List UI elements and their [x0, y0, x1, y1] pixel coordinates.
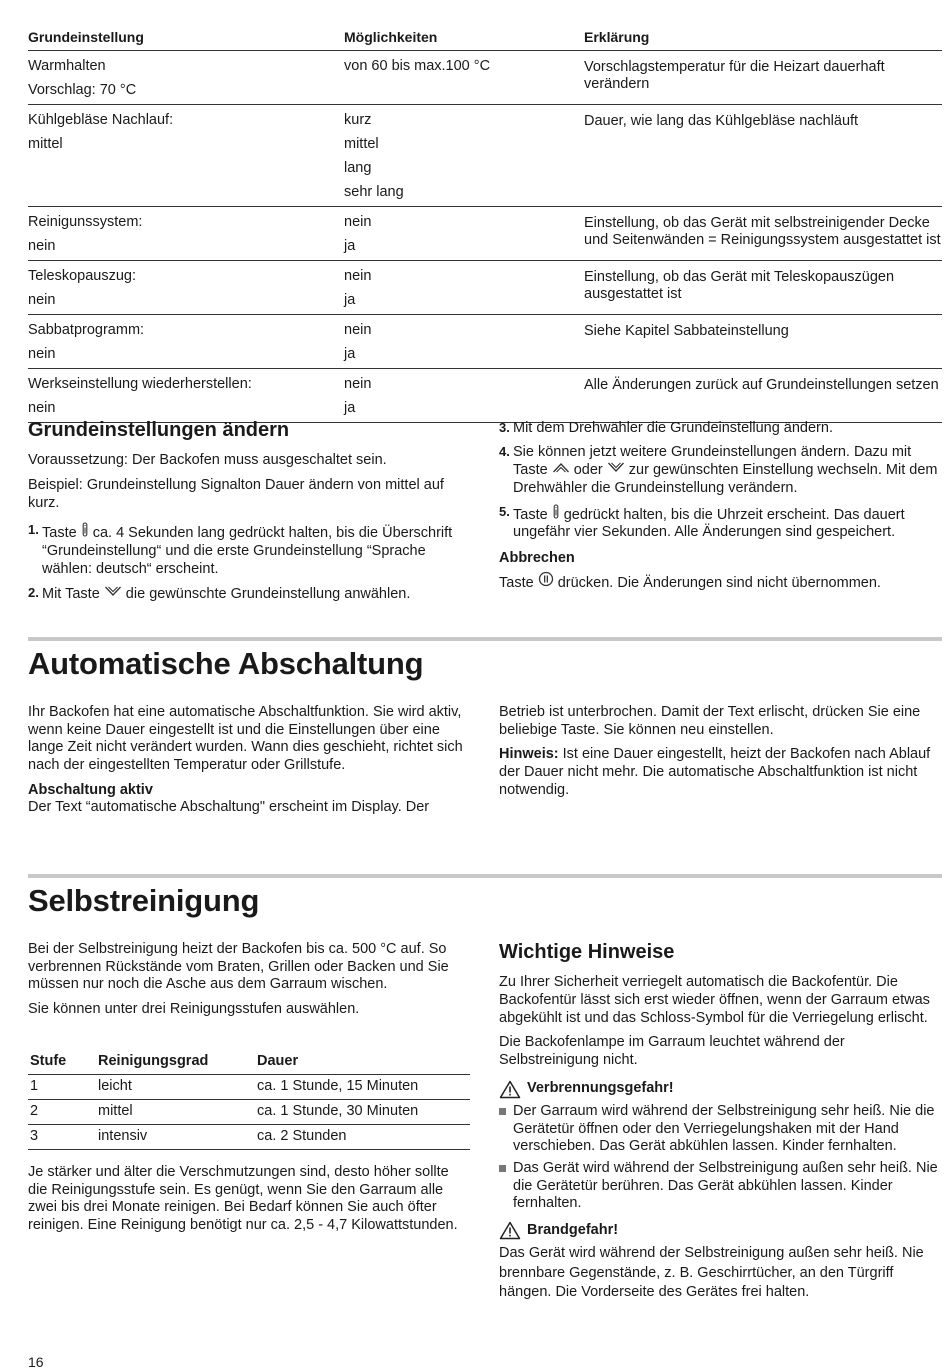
- explanation-cell: Einstellung, ob das Gerät mit Teleskopauszügen ausgestattet ist: [584, 269, 895, 302]
- options-cell: [344, 108, 584, 204]
- warning-burn: [499, 1080, 942, 1099]
- step-item: [499, 420, 942, 438]
- warning-fire-title: Brandgefahr!: [527, 1221, 619, 1238]
- auto-active-text: Der Text “automatische Abschaltung" erscheint im Display. Der: [28, 799, 430, 816]
- auto-intro: Ihr Backofen hat eine automatische Abschaltfunktion. Sie wird aktiv, wenn keine Dauer eingestellt ist und die Einstellungen über eine lange Zeit nicht verändert wurden. Wann dies geschieht, richtet sich nach der eingestellten Temperatur oder Grillstufe.: [28, 704, 463, 774]
- explanation-cell: Dauer, wie lang das Kühlgebläse nachläuft: [584, 113, 859, 129]
- auto-title: Automatische Abschaltung: [28, 646, 424, 681]
- grund-steps-left: [28, 522, 458, 603]
- chevron-down-icon: [607, 461, 625, 478]
- step-text: [513, 444, 942, 498]
- stufe-cell: 2: [30, 1103, 39, 1120]
- step-number: 3.: [499, 420, 510, 435]
- step-post: gedrückt halten, bis die Uhrzeit erscheint. Das dauert ungefähr vier Sekunden. Alle Änderungen sind gespeichert.: [513, 506, 905, 541]
- step-mid: oder: [569, 462, 607, 479]
- step-post: ca. 4 Sekunden lang gedrückt halten, bis die Überschrift “Grundeinstellung“ und die erste Grundeinstellung “Sprache wählen: deutsch“ erscheint.: [42, 525, 453, 577]
- bullet-item: [499, 1103, 942, 1156]
- option-line: ja: [344, 292, 356, 308]
- explanation-cell: Siehe Kapitel Sabbateinstellung: [584, 323, 789, 339]
- stufe-row: [28, 1125, 470, 1150]
- warning-burn-list: [499, 1103, 942, 1213]
- stufe-row: [28, 1100, 470, 1125]
- setting-line: Kühlgebläse Nachlauf:: [28, 112, 174, 128]
- selbst-right-column: [499, 940, 942, 1310]
- settings-row: [28, 105, 942, 207]
- step-number: 4.: [499, 443, 510, 459]
- step-item: [499, 504, 942, 542]
- setting-line: Warmhalten: [28, 58, 106, 74]
- grund-right-column: [499, 420, 942, 600]
- settings-row: [28, 207, 942, 261]
- settings-table-header: [28, 26, 942, 51]
- bullet-square-icon: [499, 1160, 513, 1213]
- settings-table: [28, 26, 942, 423]
- warning-fire: [499, 1221, 942, 1240]
- hints-p1: Zu Ihrer Sicherheit verriegelt automatisch die Backofentür. Die Backofentür lässt sich erst wieder öffnen, wenn der Garraum etwas abgekühlt ist und das Schloss-Symbol für die Verriegelung erlischt.: [499, 974, 930, 1026]
- selbst-after: [28, 1164, 470, 1242]
- grund-title: Grundeinstellungen ändern: [28, 419, 290, 441]
- grund-prereq: Voraussetzung: Der Backofen muss ausgeschaltet sein.: [28, 452, 387, 469]
- step-pre: Mit dem Drehwähler die Grundeinstellung ändern.: [513, 420, 833, 436]
- auto-active-title: Abschaltung aktiv: [28, 781, 153, 798]
- explanation-cell: Alle Änderungen zurück auf Grundeinstellungen setzen: [584, 377, 939, 393]
- cancel-post: drücken. Die Änderungen sind nicht übernommen.: [553, 574, 881, 591]
- stufe-table-header: [28, 1049, 470, 1075]
- settings-row: [28, 315, 942, 369]
- option-line: von 60 bis max.100 °C: [344, 58, 491, 74]
- auto-hint: [499, 746, 942, 799]
- option-line: sehr lang: [344, 184, 404, 200]
- setting-cell: [28, 210, 344, 258]
- page-number: 16: [28, 1354, 44, 1370]
- stufe-table: [28, 1049, 470, 1150]
- stufe-row: [28, 1075, 470, 1100]
- option-line: nein: [344, 214, 372, 230]
- stufe-cell: 3: [30, 1128, 39, 1145]
- option-line: ja: [344, 238, 356, 254]
- bullet-square-icon: [499, 1103, 513, 1156]
- bullet-item: [499, 1160, 942, 1213]
- stufe-cell: leicht: [98, 1078, 132, 1095]
- section-rule-2: [28, 874, 942, 878]
- settings-row: [28, 369, 942, 423]
- setting-line: nein: [28, 400, 56, 416]
- option-line: nein: [344, 376, 372, 392]
- option-line: kurz: [344, 112, 372, 128]
- stufe-cell: mittel: [98, 1103, 133, 1120]
- selbst-intro: Bei der Selbstreinigung heizt der Backofen bis ca. 500 °C auf. So verbrennen Rückstände vom Braten, Grillen oder Backen und Sie müssen nur noch die Asche aus dem Garraum wischen.: [28, 941, 449, 993]
- setting-line: nein: [28, 292, 56, 308]
- setting-cell: [28, 318, 344, 366]
- settings-row: [28, 51, 942, 105]
- hint-text: Ist eine Dauer eingestellt, heizt der Backofen nach Ablauf der Dauer nicht mehr. Die automatische Abschaltfunktion ist nicht notwendig.: [499, 746, 931, 798]
- stufe-cell: intensiv: [98, 1128, 148, 1145]
- step-text: [42, 585, 410, 604]
- stop-key-icon: [538, 571, 554, 591]
- selbst-title: Selbstreinigung: [28, 883, 260, 918]
- header-erklaerung: Erklärung: [584, 29, 650, 46]
- header-moeglichkeiten: Möglichkeiten: [344, 29, 438, 46]
- selbst-left-column: [28, 941, 470, 1026]
- grund-left-column: [28, 418, 458, 609]
- stufe-cell: 1: [30, 1078, 39, 1095]
- selbst-choose: Sie können unter drei Reinigungsstufen auswählen.: [28, 1001, 360, 1018]
- header-grundeinstellung: Grundeinstellung: [28, 29, 144, 46]
- step-post: die gewünschte Grundeinstellung anwählen.: [121, 585, 411, 602]
- setting-cell: [28, 264, 344, 312]
- cancel-pre: Taste: [499, 574, 538, 591]
- warning-fire-text: Das Gerät wird während der Selbstreinigung außen sehr heiß. Nie brennbare Gegenstände, z. B. Geschirrtücher, an den Türgriff hängen. Die Vorderseite des Gerätes frei halten.: [499, 1244, 924, 1301]
- stufe-cell: ca. 2 Stunden: [257, 1128, 347, 1145]
- auto-left-column: [28, 704, 470, 824]
- cancel-text: [499, 571, 942, 593]
- setting-line: Reinigunssystem:: [28, 214, 143, 230]
- options-cell: [344, 264, 584, 312]
- bullet-text: Der Garraum wird während der Selbstreinigung sehr heiß. Nie die Gerätetür öffnen oder den Verriegelungshaken mit der Hand verschieben. Das Gerät abkühlen lassen. Kinder fernhalten.: [513, 1102, 935, 1155]
- hint-label: Hinweis:: [499, 746, 559, 763]
- step-number: 5.: [499, 503, 510, 519]
- auto-right-text: Betrieb ist unterbrochen. Damit der Text erlischt, drücken Sie eine beliebige Taste. Sie können neu einstellen.: [499, 704, 921, 738]
- option-line: nein: [344, 322, 372, 338]
- option-line: lang: [344, 160, 372, 176]
- options-cell: [344, 210, 584, 258]
- header-stufe: Stufe: [30, 1052, 67, 1069]
- step-number: 2.: [28, 584, 39, 600]
- chevron-up-icon: [552, 461, 570, 478]
- setting-line: nein: [28, 238, 56, 254]
- setting-cell: [28, 54, 344, 102]
- setting-line: Teleskopauszug:: [28, 268, 137, 284]
- grund-steps-right: [499, 420, 942, 542]
- setting-line: nein: [28, 346, 56, 362]
- step-text: [513, 504, 942, 542]
- step-item: [28, 522, 458, 578]
- options-cell: [344, 318, 584, 366]
- stufe-cell: ca. 1 Stunde, 30 Minuten: [257, 1103, 419, 1120]
- step-text: [42, 522, 458, 578]
- option-line: ja: [344, 400, 356, 416]
- step-post: zur gewünschten Einstellung wechseln. Mit dem Drehwähler die Grundeinstellung verändern.: [513, 462, 938, 497]
- step-pre: Sie können jetzt weitere Grundeinstellungen ändern. Dazu mit Taste: [513, 443, 912, 479]
- hints-title: Wichtige Hinweise: [499, 941, 675, 963]
- step-text: [513, 420, 833, 438]
- warning-triangle-icon: [499, 1080, 521, 1099]
- options-cell: [344, 54, 584, 102]
- setting-cell: [28, 372, 344, 420]
- bullet-text: Das Gerät wird während der Selbstreinigung außen sehr heiß. Nie die Gerätetür berühren. Das Gerät abkühlen lassen. Kinder fernhalten.: [513, 1159, 938, 1212]
- explanation-cell: Einstellung, ob das Gerät mit selbstreinigender Decke und Seitenwänden = Reinigungssystem ausgestattet ist: [584, 215, 941, 248]
- section-rule: [28, 637, 942, 641]
- i-key-icon: [81, 522, 89, 541]
- cancel-title: Abbrechen: [499, 550, 575, 567]
- settings-row: [28, 261, 942, 315]
- grund-example: Beispiel: Grundeinstellung Signalton Dauer ändern von mittel auf kurz.: [28, 477, 444, 511]
- setting-line: mittel: [28, 136, 63, 152]
- step-number: 1.: [28, 522, 39, 538]
- option-line: ja: [344, 346, 356, 362]
- step-item: [28, 585, 458, 604]
- option-line: nein: [344, 268, 372, 284]
- options-cell: [344, 372, 584, 420]
- auto-right-column: [499, 704, 942, 806]
- hints-p2: Die Backofenlampe im Garraum leuchtet während der Selbstreinigung nicht.: [499, 1034, 845, 1069]
- step-item: [499, 444, 942, 498]
- setting-cell: [28, 108, 344, 204]
- step-pre: Mit Taste: [42, 585, 104, 602]
- step-pre: Taste: [513, 506, 552, 523]
- step-pre: Taste: [42, 525, 81, 542]
- i-key-icon: [552, 504, 560, 523]
- setting-line: Werkseinstellung wiederherstellen:: [28, 376, 252, 392]
- setting-line: Sabbatprogramm:: [28, 322, 145, 338]
- warning-burn-title: Verbrennungsgefahr!: [527, 1080, 674, 1097]
- explanation-cell: Vorschlagstemperatur für die Heizart dauerhaft verändern: [584, 59, 885, 92]
- selbst-after-text: Je stärker und älter die Verschmutzungen sind, desto höher sollte die Reinigungsstufe sein. Es genügt, wenn Sie den Garraum alle zwei bis drei Monate reinigen. Bei Bedarf können Sie auch öfter reinigen. Eine Reinigung benötigt nur ca. 2,5 - 4,7 Kilowattstunden.: [28, 1164, 458, 1234]
- setting-line: Vorschlag: 70 °C: [28, 82, 137, 98]
- header-reinigungsgrad: Reinigungsgrad: [98, 1052, 209, 1069]
- header-dauer: Dauer: [257, 1052, 299, 1069]
- option-line: mittel: [344, 136, 379, 152]
- chevron-down-icon: [104, 585, 122, 602]
- warning-triangle-icon: [499, 1221, 521, 1240]
- stufe-cell: ca. 1 Stunde, 15 Minuten: [257, 1078, 419, 1095]
